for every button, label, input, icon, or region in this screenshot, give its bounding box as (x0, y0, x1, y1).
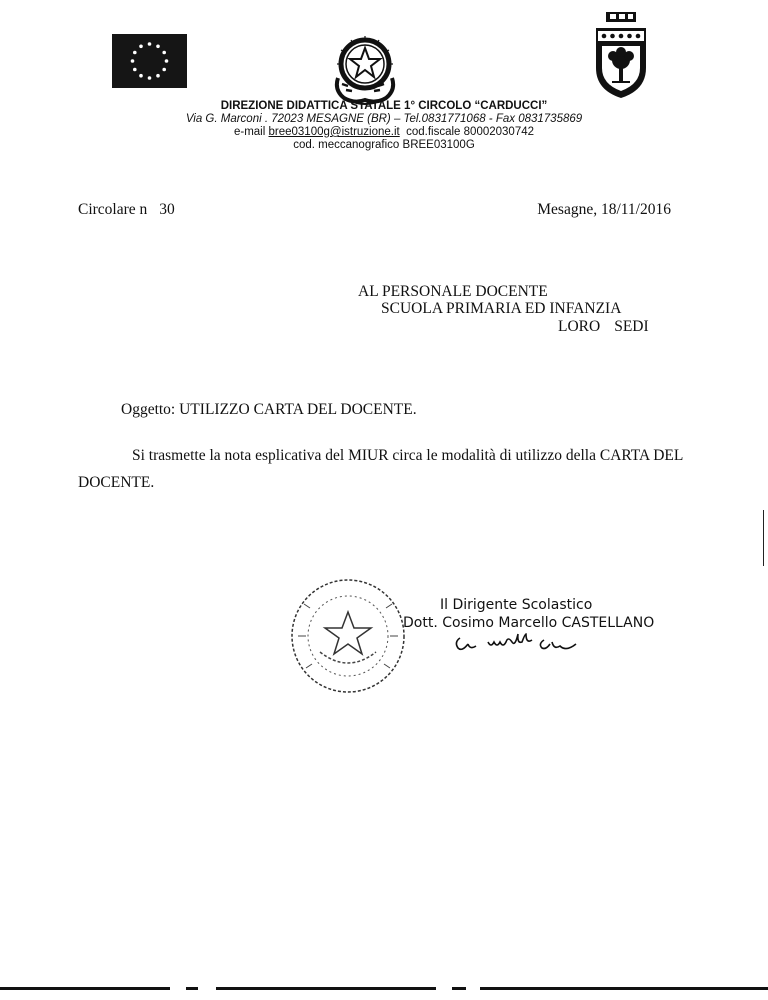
body-paragraph-line: Si trasmette la nota esplicativa del MIUR circa le modalità di utilizzo della CARTA DEL (132, 447, 684, 464)
circolare-number: 30 (159, 201, 175, 218)
school-name: DIREZIONE DIDATTICA STATALE 1° CIRCOLO “CARDUCCI” (220, 100, 548, 112)
handwritten-signature (452, 632, 582, 658)
scan-edge-mark (763, 510, 764, 566)
recipient-line: AL PERSONALE DOCENTE (358, 283, 548, 300)
school-address: Via G. Marconi . 72023 MESAGNE (BR) – Tel.0831771068 - Fax 0831735869 (185, 113, 583, 125)
recipient-line (558, 318, 649, 336)
italian-republic-emblem-icon (328, 28, 402, 110)
subject-line: Oggetto: UTILIZZO CARTA DEL DOCENTE. (121, 401, 417, 418)
recipient-sedi: SEDI (614, 318, 649, 335)
fiscal-code: cod.fiscale 80002030742 (406, 126, 535, 138)
eu-flag-icon (112, 34, 187, 88)
scan-bottom-border (0, 982, 768, 994)
recipient-line: SCUOLA PRIMARIA ED INFANZIA (381, 300, 622, 317)
school-contacts (0, 125, 768, 139)
signatory-name: Dott. Cosimo Marcello CASTELLANO (403, 615, 655, 631)
email-link[interactable]: bree03100g@istruzione.it (268, 126, 400, 138)
official-stamp-icon (274, 574, 422, 698)
email-prefix: e-mail (233, 126, 269, 138)
mesagne-coat-of-arms-icon (588, 10, 654, 102)
circolare-label: Circolare n (78, 201, 148, 218)
mechanographic-code: cod. meccanografico BREE03100G (293, 139, 475, 151)
recipient-loro: LORO (558, 318, 601, 335)
circolare-line (78, 201, 175, 219)
body-paragraph-line: DOCENTE. (78, 474, 155, 491)
signatory-role: Il Dirigente Scolastico (440, 597, 593, 613)
place-date: Mesagne, 18/11/2016 (537, 201, 671, 218)
